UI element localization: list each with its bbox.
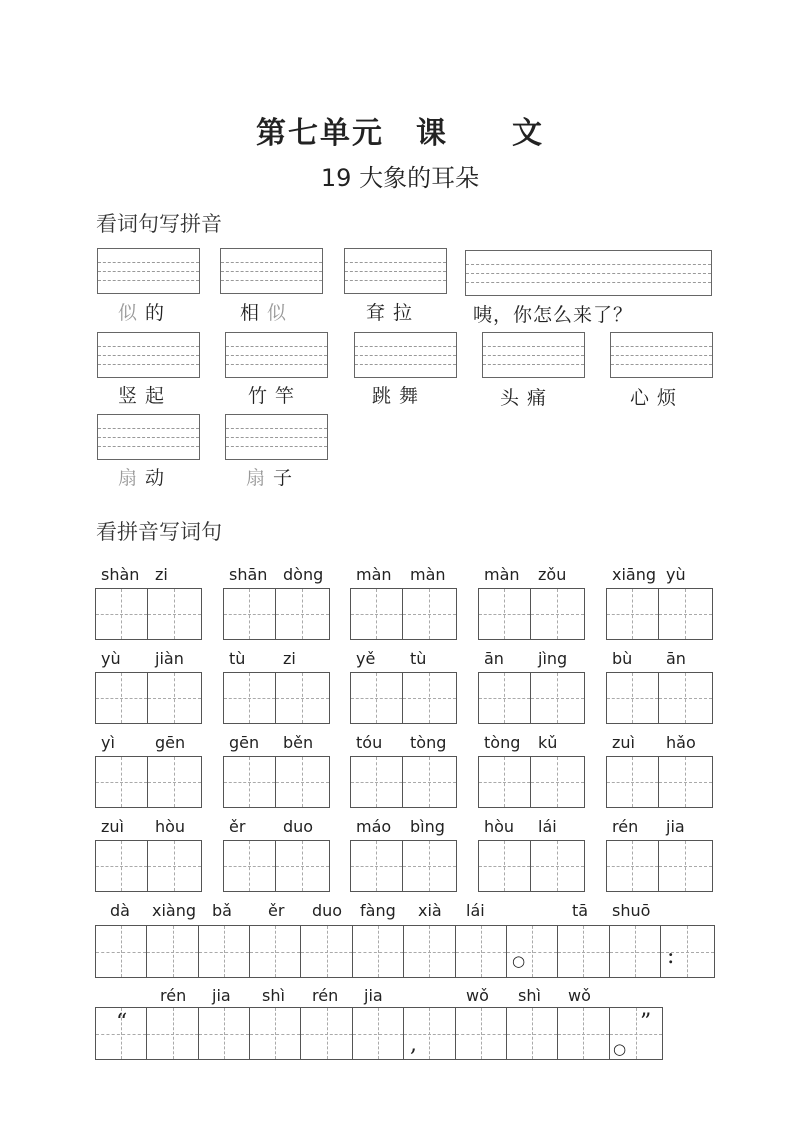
colon-mark: : xyxy=(667,944,675,969)
pinyin-syllable: gēn xyxy=(229,733,260,752)
grid-cell[interactable] xyxy=(148,841,201,891)
comma-mark: , xyxy=(410,1032,417,1057)
character-grid[interactable] xyxy=(95,756,202,808)
character-grid[interactable] xyxy=(95,588,202,640)
grid-cell[interactable] xyxy=(199,1008,250,1059)
grid-cell[interactable] xyxy=(224,589,276,639)
pinyin-syllable: tóu xyxy=(356,733,383,752)
word-text: 咦，你怎么来了？ xyxy=(473,304,634,326)
word-prompt xyxy=(118,381,165,408)
grid-cell[interactable] xyxy=(531,841,584,891)
character-grid[interactable] xyxy=(350,672,457,724)
grid-cell[interactable] xyxy=(276,841,329,891)
pinyin-syllable: shì xyxy=(518,986,541,1005)
grid-cell[interactable] xyxy=(224,841,276,891)
pinyin-syllable: rén xyxy=(312,986,339,1005)
pinyin-syllable: dà xyxy=(110,901,130,920)
pinyin-syllable: bù xyxy=(612,649,633,668)
pinyin-syllable: ěr xyxy=(229,817,246,836)
grid-cell[interactable] xyxy=(96,673,148,723)
character-grid[interactable] xyxy=(478,672,585,724)
word-text: 子 xyxy=(266,467,294,489)
word-text: 心 烦 xyxy=(630,387,678,409)
grid-cell[interactable] xyxy=(531,589,584,639)
pinyin-syllable: tòng xyxy=(410,733,447,752)
pinyin-syllable: rén xyxy=(160,986,187,1005)
pinyin-syllable: wǒ xyxy=(568,986,591,1005)
sentence-grid[interactable] xyxy=(95,1007,663,1060)
pinyin-syllable: běn xyxy=(283,733,314,752)
grid-cell[interactable] xyxy=(403,757,456,807)
pinyin-syllable: fàng xyxy=(360,901,396,920)
word-text: 相 xyxy=(240,302,268,324)
pinyin-syllable: hòu xyxy=(484,817,515,836)
pinyin-writing-box[interactable] xyxy=(610,332,713,378)
pinyin-writing-box[interactable] xyxy=(225,414,328,460)
word-prompt xyxy=(630,383,677,410)
character-grid[interactable] xyxy=(478,840,585,892)
grid-cell[interactable] xyxy=(456,1008,507,1059)
grid-cell[interactable] xyxy=(199,926,250,977)
pinyin-writing-box[interactable] xyxy=(97,248,200,294)
grid-cell[interactable] xyxy=(276,589,329,639)
pinyin-syllable: tā xyxy=(572,901,589,920)
pinyin-syllable: rén xyxy=(612,817,639,836)
pinyin-syllable: yù xyxy=(101,649,121,668)
pinyin-syllable: zuì xyxy=(101,817,124,836)
grid-cell[interactable] xyxy=(479,589,531,639)
grid-cell[interactable] xyxy=(479,841,531,891)
grid-cell[interactable] xyxy=(659,757,712,807)
pinyin-syllable: bǎ xyxy=(212,901,232,920)
character-grid[interactable] xyxy=(606,588,713,640)
pinyin-syllable: shì xyxy=(262,986,285,1005)
word-prompt xyxy=(240,298,287,325)
pinyin-syllable: jia xyxy=(364,986,383,1005)
character-grid[interactable] xyxy=(350,756,457,808)
character-grid[interactable] xyxy=(350,840,457,892)
lesson-title: 19 大象的耳朵 xyxy=(320,164,480,192)
grid-cell[interactable] xyxy=(148,589,201,639)
gray-character: 扇 xyxy=(118,467,139,489)
grid-cell[interactable] xyxy=(607,673,659,723)
character-grid[interactable] xyxy=(223,756,330,808)
pinyin-syllable: kǔ xyxy=(538,733,558,752)
pinyin-syllable: duo xyxy=(312,901,343,920)
word-prompt xyxy=(248,381,295,408)
grid-cell[interactable] xyxy=(96,589,148,639)
grid-cell[interactable] xyxy=(607,757,659,807)
grid-cell[interactable] xyxy=(276,673,329,723)
pinyin-syllable: shuō xyxy=(612,901,651,920)
grid-cell[interactable] xyxy=(276,757,329,807)
grid-cell[interactable] xyxy=(301,1008,352,1059)
pinyin-writing-box[interactable] xyxy=(465,250,712,296)
word-text: 头 痛 xyxy=(500,387,548,409)
grid-cell[interactable] xyxy=(659,841,712,891)
word-prompt xyxy=(500,383,547,410)
grid-cell[interactable] xyxy=(403,841,456,891)
pinyin-syllable: jìng xyxy=(538,649,568,668)
grid-cell[interactable] xyxy=(351,757,403,807)
pinyin-syllable: shàn xyxy=(101,565,140,584)
pinyin-writing-box[interactable] xyxy=(97,414,200,460)
pinyin-syllable: gēn xyxy=(155,733,186,752)
pinyin-syllable: lái xyxy=(538,817,557,836)
pinyin-syllable: zi xyxy=(283,649,296,668)
pinyin-writing-box[interactable] xyxy=(344,248,447,294)
grid-cell[interactable] xyxy=(607,589,659,639)
pinyin-syllable: ān xyxy=(666,649,686,668)
pinyin-syllable: yù xyxy=(666,565,686,584)
pinyin-syllable: xià xyxy=(418,901,442,920)
pinyin-syllable: ěr xyxy=(268,901,285,920)
character-grid[interactable] xyxy=(95,672,202,724)
character-grid[interactable] xyxy=(95,840,202,892)
unit-title: 第七单元 课 文 xyxy=(256,116,544,151)
word-text: 耷 拉 xyxy=(366,302,414,324)
word-prompt xyxy=(246,463,293,490)
pinyin-syllable: màn xyxy=(484,565,520,584)
grid-cell[interactable] xyxy=(96,841,148,891)
grid-cell[interactable] xyxy=(507,1008,558,1059)
section-heading-pinyin: 看词句写拼音 xyxy=(96,212,222,236)
grid-cell[interactable] xyxy=(250,1008,301,1059)
pinyin-syllable: yì xyxy=(101,733,115,752)
character-grid[interactable] xyxy=(606,840,713,892)
grid-cell[interactable] xyxy=(353,1008,404,1059)
word-prompt xyxy=(372,381,419,408)
pinyin-syllable: hòu xyxy=(155,817,186,836)
grid-cell[interactable] xyxy=(456,926,507,977)
word-prompt xyxy=(473,300,633,327)
pinyin-syllable: wǒ xyxy=(466,986,489,1005)
character-grid[interactable] xyxy=(350,588,457,640)
section-heading-characters: 看拼音写词句 xyxy=(96,520,222,544)
grid-cell[interactable] xyxy=(531,757,584,807)
pinyin-syllable: máo xyxy=(356,817,392,836)
pinyin-syllable: jia xyxy=(666,817,685,836)
pinyin-syllable: zi xyxy=(155,565,168,584)
pinyin-syllable: jiàn xyxy=(155,649,184,668)
pinyin-syllable: shān xyxy=(229,565,268,584)
pinyin-syllable: duo xyxy=(283,817,314,836)
character-grid[interactable] xyxy=(223,672,330,724)
grid-cell[interactable] xyxy=(351,841,403,891)
grid-cell[interactable] xyxy=(659,673,712,723)
grid-cell[interactable] xyxy=(224,673,276,723)
pinyin-syllable: zǒu xyxy=(538,565,567,584)
grid-cell[interactable] xyxy=(96,757,148,807)
grid-cell[interactable] xyxy=(147,926,198,977)
grid-cell[interactable] xyxy=(403,589,456,639)
grid-cell[interactable] xyxy=(531,673,584,723)
pinyin-syllable: màn xyxy=(410,565,446,584)
pinyin-writing-box[interactable] xyxy=(482,332,585,378)
word-prompt xyxy=(118,298,165,325)
character-grid[interactable] xyxy=(606,756,713,808)
close-quote-mark: ” xyxy=(640,1010,652,1035)
grid-cell[interactable] xyxy=(479,757,531,807)
grid-cell[interactable] xyxy=(351,673,403,723)
grid-cell[interactable] xyxy=(403,673,456,723)
word-prompt xyxy=(118,463,165,490)
pinyin-syllable: jia xyxy=(212,986,231,1005)
open-quote-mark: “ xyxy=(116,1010,128,1035)
grid-cell[interactable] xyxy=(301,926,352,977)
gray-character: 似 xyxy=(267,302,288,324)
pinyin-writing-box[interactable] xyxy=(97,332,200,378)
grid-cell[interactable] xyxy=(351,589,403,639)
grid-cell[interactable] xyxy=(147,1008,198,1059)
word-text: 动 xyxy=(138,467,166,489)
grid-cell[interactable] xyxy=(607,841,659,891)
character-grid[interactable] xyxy=(606,672,713,724)
period-mark: ○ xyxy=(613,1040,627,1058)
word-text: 竖 起 xyxy=(118,385,166,407)
pinyin-syllable: xiàng xyxy=(152,901,197,920)
grid-cell[interactable] xyxy=(659,589,712,639)
grid-cell[interactable] xyxy=(148,673,201,723)
word-prompt xyxy=(366,298,413,325)
pinyin-syllable: bìng xyxy=(410,817,445,836)
grid-cell[interactable] xyxy=(250,926,301,977)
pinyin-syllable: yě xyxy=(356,649,376,668)
pinyin-syllable: tù xyxy=(229,649,246,668)
pinyin-syllable: màn xyxy=(356,565,392,584)
grid-cell[interactable] xyxy=(96,926,147,977)
word-text: 竹 竿 xyxy=(248,385,296,407)
pinyin-syllable: ān xyxy=(484,649,504,668)
pinyin-writing-box[interactable] xyxy=(220,248,323,294)
grid-cell[interactable] xyxy=(558,926,609,977)
gray-character: 似 xyxy=(118,302,139,324)
pinyin-syllable: hǎo xyxy=(666,733,696,752)
gray-character: 扇 xyxy=(246,467,267,489)
grid-cell[interactable] xyxy=(479,673,531,723)
pinyin-syllable: dòng xyxy=(283,565,324,584)
grid-cell[interactable] xyxy=(353,926,404,977)
character-grid[interactable] xyxy=(223,588,330,640)
pinyin-writing-box[interactable] xyxy=(354,332,457,378)
character-grid[interactable] xyxy=(478,756,585,808)
word-text: 跳 舞 xyxy=(372,385,420,407)
character-grid[interactable] xyxy=(223,840,330,892)
pinyin-syllable: tù xyxy=(410,649,427,668)
grid-cell[interactable] xyxy=(558,1008,609,1059)
pinyin-writing-box[interactable] xyxy=(225,332,328,378)
grid-cell[interactable] xyxy=(148,757,201,807)
grid-cell[interactable] xyxy=(224,757,276,807)
pinyin-syllable: tòng xyxy=(484,733,521,752)
word-text: 的 xyxy=(138,302,166,324)
pinyin-syllable: zuì xyxy=(612,733,635,752)
pinyin-syllable: lái xyxy=(466,901,485,920)
pinyin-syllable: xiāng xyxy=(612,565,657,584)
grid-cell[interactable] xyxy=(404,926,455,977)
period-mark: ○ xyxy=(512,952,526,970)
character-grid[interactable] xyxy=(478,588,585,640)
grid-cell[interactable] xyxy=(610,926,661,977)
sentence-grid[interactable] xyxy=(95,925,715,978)
